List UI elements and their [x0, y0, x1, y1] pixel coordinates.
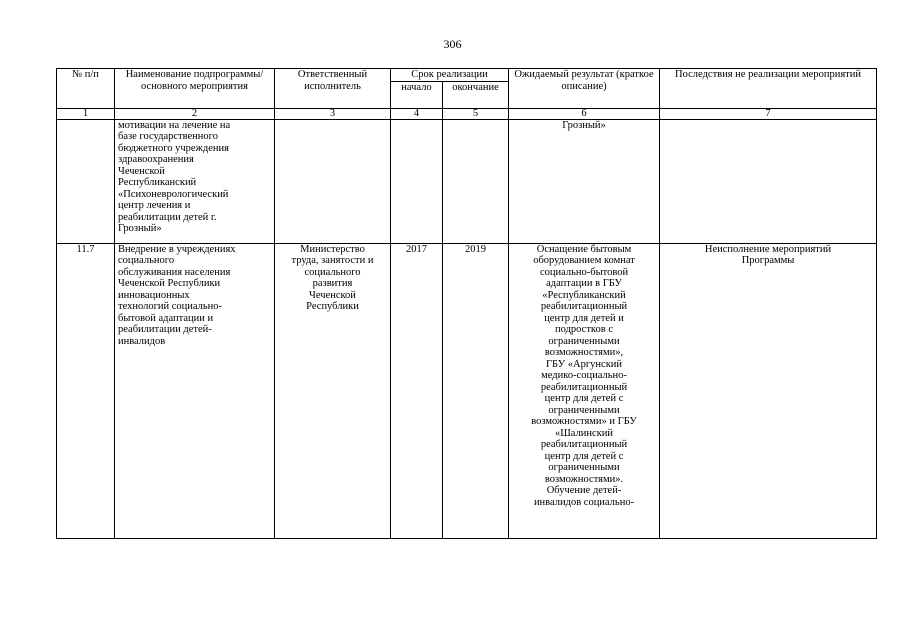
column-number: 1 [57, 108, 115, 119]
table-header-row [57, 69, 877, 82]
table-row [57, 243, 877, 538]
row-end [443, 119, 509, 243]
column-number: 5 [443, 108, 509, 119]
table-row [57, 119, 877, 243]
row-num [57, 119, 115, 243]
row-executor: Министерство труда, занятости и социального развития Чеченской Республики [275, 243, 391, 538]
row-consequences [660, 119, 877, 243]
column-number: 4 [391, 108, 443, 119]
header-end: окончание [443, 81, 509, 108]
column-number: 6 [509, 108, 660, 119]
header-consequences: Последствия не реализации мероприятий [660, 69, 877, 109]
header-start: начало [391, 81, 443, 108]
row-end: 2019 [443, 243, 509, 538]
row-name: Внедрение в учреждениях социального обслуживания населения Чеченской Республики инновационных технологий социально- бытовой адаптации и реабилитации детей- инвалидов [115, 243, 275, 538]
row-num: 11.7 [57, 243, 115, 538]
header-executor: Ответственный исполнитель [275, 69, 391, 109]
row-name: мотивации на лечение на базе государственного бюджетного учреждения здравоохранения Чеченской Республиканский «Психоневрологический центр лечения и реабилитации детей г. Грозный» [115, 119, 275, 243]
row-result: Грозный» [509, 119, 660, 243]
column-number: 7 [660, 108, 877, 119]
row-result: Оснащение бытовым оборудованием комнат социально-бытовой адаптации в ГБУ «Республиканский реабилитационный центр для детей и подростков с ограниченными возможностями», ГБУ «Аргунский медико-социально- реабилитационный центр для детей с ограниченными возможностями» и ГБУ «Шалинский реабилитационный центр для детей с ограниченными возможностями». Обучение детей- инвалидов социально- [509, 243, 660, 538]
header-name: Наименование подпрограммы/ основного мероприятия [115, 69, 275, 109]
page-number: 306 [443, 37, 462, 51]
row-executor [275, 119, 391, 243]
row-start [391, 119, 443, 243]
header-period: Срок реализации [391, 69, 509, 82]
row-consequences: Неисполнение мероприятий Программы [660, 243, 877, 538]
column-number-row [57, 108, 877, 119]
column-number: 2 [115, 108, 275, 119]
row-start: 2017 [391, 243, 443, 538]
program-table [56, 68, 877, 539]
header-result: Ожидаемый результат (краткое описание) [509, 69, 660, 109]
column-number: 3 [275, 108, 391, 119]
header-num: № п/п [57, 69, 115, 109]
